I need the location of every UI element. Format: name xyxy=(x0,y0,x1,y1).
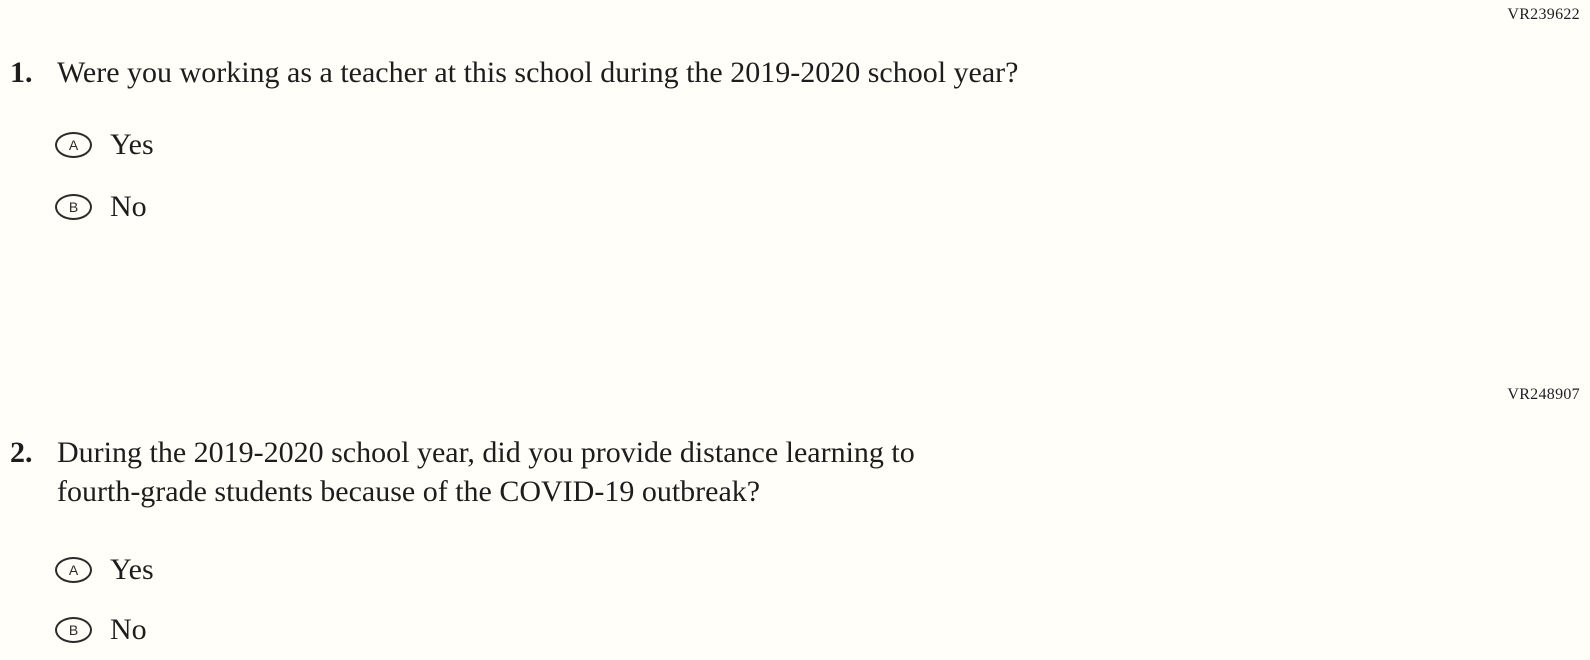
option-label-yes: Yes xyxy=(110,553,154,586)
question-2-option-yes[interactable] xyxy=(55,553,154,587)
question-1-number: 1. xyxy=(10,56,33,89)
question-2-option-no[interactable] xyxy=(55,613,147,647)
question-2-number: 2. xyxy=(10,436,33,469)
question-2 xyxy=(10,433,1570,511)
answer-bubble-b-icon[interactable]: B xyxy=(55,194,92,220)
question-2-text-line-1: During the 2019-2020 school year, did you provide distance learning to xyxy=(57,436,915,469)
question-1 xyxy=(10,53,1570,92)
question-1-option-yes[interactable] xyxy=(55,128,154,162)
question-1-text-line: Were you working as a teacher at this school during the 2019-2020 school year? xyxy=(57,56,1019,89)
option-label-no: No xyxy=(110,190,147,223)
question-1-option-no[interactable] xyxy=(55,190,147,224)
option-label-yes: Yes xyxy=(110,128,154,161)
question-1-item-code: VR239622 xyxy=(1507,6,1580,23)
question-1-text xyxy=(57,53,1018,92)
answer-bubble-a-icon[interactable]: A xyxy=(55,557,92,583)
option-label-no: No xyxy=(110,613,147,646)
question-2-text-line-2: fourth-grade students because of the COVID-19 outbreak? xyxy=(57,475,761,508)
question-2-item-code: VR248907 xyxy=(1507,386,1580,403)
answer-bubble-a-icon[interactable]: A xyxy=(55,132,92,158)
question-2-text xyxy=(57,433,915,511)
answer-bubble-b-icon[interactable]: B xyxy=(55,617,92,643)
